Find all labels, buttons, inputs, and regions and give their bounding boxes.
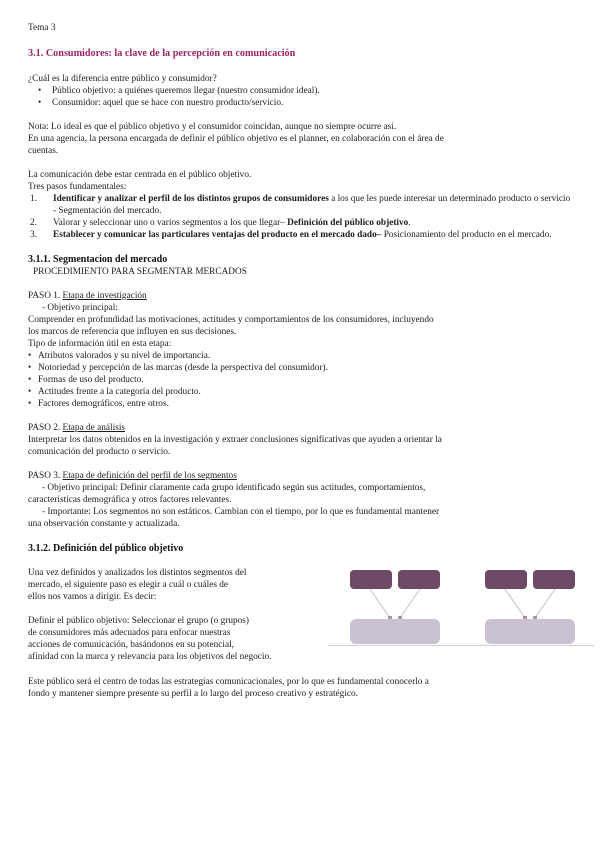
list-item: • Actitudes frente a la categoría del producto.: [28, 386, 574, 398]
segmentation-illustration: [328, 565, 600, 645]
step-1-rest: a los que les puede interesar un: [328, 194, 448, 204]
list-item: • Notoriedad y percepción de las marcas (desde la perspectiva del consumidor).: [28, 362, 574, 374]
closing-line-2: fondo y mantener siempre presente su perfil a lo largo del proceso creativo y estratégico.: [28, 689, 359, 699]
step-2-post: .: [408, 218, 411, 228]
pasos-intro-line-1: La comunicación debe estar centrada en el público objetivo.: [28, 170, 252, 180]
segment-box-light: [350, 619, 440, 644]
list-item: • Formas de uso del producto.: [28, 374, 574, 386]
list-item: • Consumidor: aquel que se hace con nuestro producto/servicio.: [28, 97, 574, 109]
paso-3-importante-line-1: - Importante: Los segmentos no son estáticos. Cambian con el tiempo, por lo que es fundamental mantener: [42, 507, 440, 517]
paso-1-body-line-1: Comprender en profundidad las motivaciones, actitudes y comportamientos de los consumidores, incluyendo: [28, 315, 434, 325]
page-title: 3.1. Consumidores: la clave de la percepción en comunicación: [28, 48, 296, 59]
paso-1-bullet-list: [28, 350, 574, 410]
po-p2-line-3: acciones de comunicación, basándonos en su potencial,: [28, 640, 235, 650]
connector-group-left: [370, 589, 420, 618]
segment-box-dark: [485, 570, 527, 589]
segment-box-dark: [398, 570, 440, 589]
nota-paragraph: [28, 121, 574, 157]
public-objetivo-paragraph-1: [28, 567, 348, 603]
list-item: [28, 217, 574, 229]
public-objetivo-paragraph-2: [28, 615, 348, 663]
po-p2-line-1: Definir el público objetivo: Seleccionar el grupo (o grupos): [28, 616, 249, 626]
paso-2-body-line-2: comunicación del producto o servicio.: [28, 447, 171, 457]
closing-line-1: Este público será el centro de todas las estrategias comunicacionales, por lo que es fundamental conocerlo a: [28, 677, 429, 687]
list-item: • Público objetivo: a quiénes queremos llegar (nuestro consumidor ideal).: [28, 85, 574, 97]
po-p1-line-1: Una vez definidos y analizados los distintos segmentos del: [28, 568, 247, 578]
paso-3-objetivo-line-2: características demográfica y otros factores relevantes.: [28, 495, 232, 505]
list-item: [28, 229, 574, 241]
intro-bullet-list: [28, 85, 574, 109]
paso-1-tipo-info: Tipo de información útil en esta etapa:: [28, 339, 172, 349]
paso-1-body-line-2: los marcos de referencia que influyen en sus decisiones.: [28, 327, 237, 337]
section-heading-311: 3.1.1. Segmentacion del mercado: [28, 254, 168, 265]
segment-box-light: [485, 619, 575, 644]
paso-1-objetivo: - Objetivo principal:: [42, 303, 118, 313]
step-1-bold: Identificar y analizar el perfil de los distintos grupos de consumidores: [53, 194, 329, 204]
paso-2-prefix: PASO 2.: [28, 423, 61, 433]
paso-3-prefix: PASO 3.: [28, 471, 61, 481]
document-label: Tema 3: [28, 23, 56, 33]
pasos-numbered-list: [28, 193, 574, 241]
public-objetivo-text-column: [28, 567, 348, 663]
pasos-intro-line-2: Tres pasos fundamentales:: [28, 182, 127, 192]
po-p2-line-4: afinidad con la marca y relevancia para los objetivos del negocio.: [28, 652, 272, 662]
paso-3-objetivo-line-1: - Objetivo principal: Definir claramente cada grupo identificado según sus actitudes, comportamientos,: [42, 483, 426, 493]
step-1-line-2: determinado producto o servicio - Segmentación del mercado.: [53, 194, 571, 216]
connector-nub: [398, 616, 402, 619]
step-2-pre: Valorar y seleccionar uno o varios segmentos a los que llegar–: [53, 218, 285, 228]
paso-1-title: Etapa de investigación: [62, 291, 147, 301]
po-p2-line-2: de consumidores más adecuados para enfocar nuestras: [28, 628, 231, 638]
paso-1-prefix: PASO 1.: [28, 291, 61, 301]
nota-line-1: Nota: Lo ideal es que el público objetivo y el consumidor coincidan, aunque no siempre ocurre así.: [28, 122, 397, 132]
list-item: [28, 193, 574, 217]
connector-nub: [523, 616, 527, 619]
segment-box-dark: [350, 570, 392, 589]
step-3-bold: Establecer y comunicar las particulares ventajas del producto en el mercado dado–: [53, 230, 382, 240]
nota-line-2: En una agencia, la persona encargada de definir el público objetivo es el planner, en colaboración con el área de: [28, 134, 444, 144]
list-item: • Atributos valorados y su nivel de importancia.: [28, 350, 574, 362]
paso-3-title-row: [28, 470, 574, 482]
section-heading-312: 3.1.2. Definición del público objetivo: [28, 543, 184, 554]
paso-2-title-row: [28, 422, 574, 434]
connector-nub: [533, 616, 537, 619]
connector-nub: [388, 616, 392, 619]
po-p1-line-2: mercado, el siguiente paso es elegir a cuál o cuáles de: [28, 580, 229, 590]
nota-line-3: cuentas.: [28, 146, 59, 156]
closing-paragraph: [28, 676, 574, 700]
paso-2-body-line-1: Interpretar los datos obtenidos en la investigación y extraer conclusiones significativas que ayuden a orientar la: [28, 435, 442, 445]
po-p1-line-3: ellos nos vamos a dirigir. Es decir:: [28, 592, 157, 602]
paso-1-title-row: [28, 290, 574, 302]
intro-question: ¿Cuál es la diferencia entre público y consumidor?: [28, 74, 217, 84]
paso-3-importante-line-2: una observación constante y actualizada.: [28, 519, 180, 529]
paso-2-title: Etapa de análisis: [62, 423, 126, 433]
list-item: • Factores demográficos, entre otros.: [28, 398, 574, 410]
connector-group-right: [505, 589, 555, 618]
step-2-bold: Definición del público objetivo: [284, 218, 409, 228]
segment-box-dark: [533, 570, 575, 589]
pasos-intro: [28, 169, 574, 193]
public-objetivo-block: [28, 567, 574, 663]
section-subheading-311: PROCEDIMIENTO PARA SEGMENTAR MERCADOS: [33, 267, 247, 277]
paso-3-title: Etapa de definición del perfil de los segmentos: [62, 471, 237, 481]
step-3-rest: Posicionamiento: [381, 230, 446, 240]
step-3-line-2: del producto en el mercado.: [448, 230, 552, 240]
